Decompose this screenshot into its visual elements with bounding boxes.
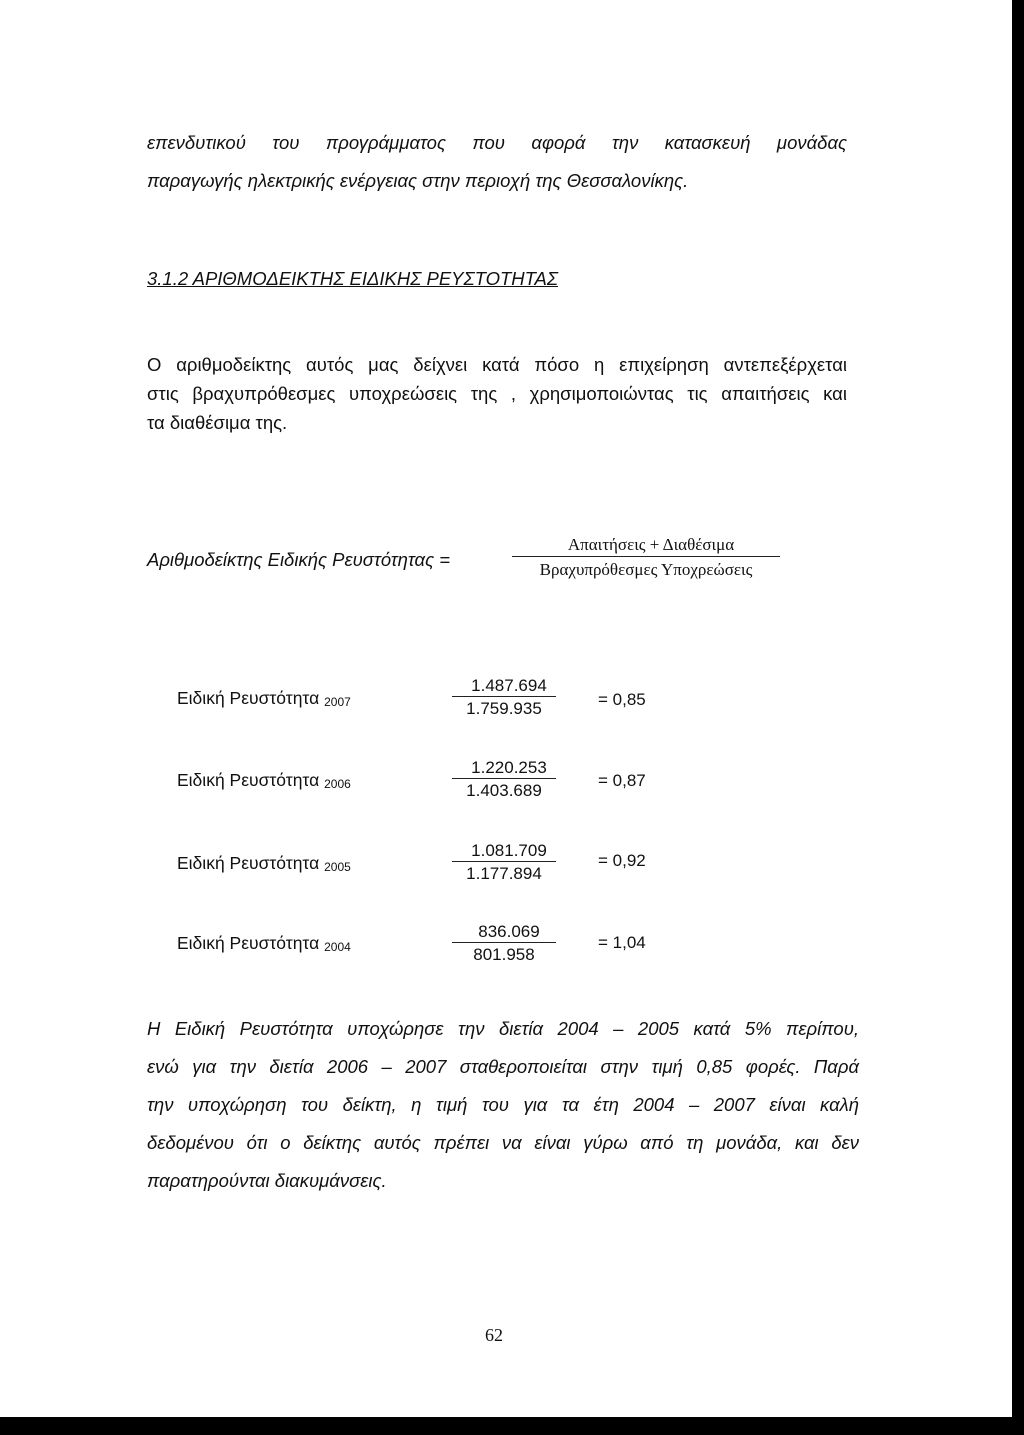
ratio-label-2004 xyxy=(177,933,351,954)
ratio-year: 2007 xyxy=(324,695,351,709)
page-number: 62 xyxy=(485,1325,503,1345)
scan-border-right xyxy=(1012,0,1024,1435)
conclusion-line-5: παρατηρούνται διακυμάνσεις. xyxy=(147,1170,387,1191)
ratio-denominator: 801.958 xyxy=(473,945,535,964)
intro-line-2: παραγωγής ηλεκτρικής ενέργειας στην περιοχή της Θεσσαλονίκης. xyxy=(147,170,689,191)
ratio-result-2005: = 0,92 xyxy=(598,851,646,870)
ratio-numerator: 1.220.253 xyxy=(471,758,547,777)
ratio-fraction-2007 xyxy=(452,676,556,719)
ratio-denominator: 1.759.935 xyxy=(466,699,542,718)
ratio-result-2006: = 0,87 xyxy=(598,771,646,790)
ratio-label-text: Ειδική Ρευστότητα xyxy=(177,853,320,873)
conclusion-line-4: δεδομένου ότι ο δείκτης αυτός πρέπει να είναι γύρω από τη μονάδα, και δεν xyxy=(147,1132,859,1153)
ratio-denominator: 1.403.689 xyxy=(466,781,542,800)
paragraph-line-2: στις βραχυπρόθεσμες υποχρεώσεις της , χρησιμοποιώντας τις απαιτήσεις και xyxy=(147,383,847,404)
conclusion-line-3: την υποχώρηση του δείκτη, η τιμή του για τα έτη 2004 – 2007 είναι καλή xyxy=(147,1094,859,1115)
ratio-label-text: Ειδική Ρευστότητα xyxy=(177,933,320,953)
ratio-year: 2005 xyxy=(324,860,351,874)
paragraph-line-3: τα διαθέσιμα της. xyxy=(147,412,288,433)
formula-numerator: Απαιτήσεις + Διαθέσιμα xyxy=(567,535,735,554)
conclusion-line-1: Η Ειδική Ρευστότητα υποχώρησε την διετία 2004 – 2005 κατά 5% περίπου, xyxy=(147,1018,859,1039)
formula-denominator: Βραχυπρόθεσμες Υποχρεώσεις xyxy=(539,560,753,579)
ratio-result-2007: = 0,85 xyxy=(598,690,646,709)
conclusion-paragraph xyxy=(147,1010,859,1200)
intro-text xyxy=(147,124,847,200)
scan-border-bottom xyxy=(0,1417,1024,1435)
ratio-numerator: 1.081.709 xyxy=(471,841,547,860)
ratio-year: 2006 xyxy=(324,777,351,791)
paragraph-line-1: Ο αριθμοδείκτης αυτός μας δείχνει κατά πόσο η επιχείρηση αντεπεξέρχεται xyxy=(147,354,847,375)
ratio-label-2005 xyxy=(177,853,351,874)
formula-label: Αριθμοδείκτης Ειδικής Ρευστότητας = xyxy=(147,549,451,570)
ratio-label-2006 xyxy=(177,770,351,791)
ratio-year: 2004 xyxy=(324,940,351,954)
ratio-result-2004: = 1,04 xyxy=(598,933,646,952)
ratio-fraction-2005 xyxy=(452,841,556,884)
ratio-fraction-2004 xyxy=(452,922,556,965)
ratio-numerator: 1.487.694 xyxy=(471,676,547,695)
conclusion-line-2: ενώ για την διετία 2006 – 2007 σταθεροποιείται στην τιμή 0,85 φορές. Παρά xyxy=(147,1056,859,1077)
ratio-denominator: 1.177.894 xyxy=(466,864,542,883)
formula-fraction xyxy=(512,534,780,581)
ratio-label-text: Ειδική Ρευστότητα xyxy=(177,770,320,790)
ratio-label-text: Ειδική Ρευστότητα xyxy=(177,688,320,708)
ratio-fraction-2006 xyxy=(452,758,556,801)
section-heading: 3.1.2 ΑΡΙΘΜΟΔΕΙΚΤΗΣ ΕΙΔΙΚΗΣ ΡΕΥΣΤΟΤΗΤΑΣ xyxy=(147,268,558,289)
ratio-numerator: 836.069 xyxy=(478,922,540,941)
intro-line-1: επενδυτικού του προγράμματος που αφορά την κατασκευή μονάδας xyxy=(147,132,847,153)
definition-paragraph xyxy=(147,350,847,437)
ratio-label-2007 xyxy=(177,688,351,709)
